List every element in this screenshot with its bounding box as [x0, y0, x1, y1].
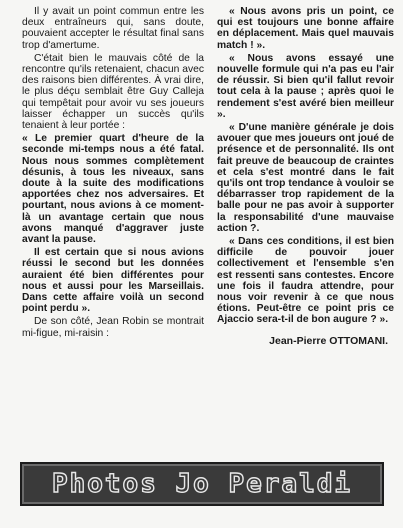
author-byline: Jean-Pierre OTTOMANI.: [269, 334, 388, 347]
photo-credit-text: Photos Jo Peraldi: [51, 469, 353, 499]
quote-paragraph: « D'une manière générale je dois avouer que mes joueurs ont joué de présence et de personnalité. Ils ont fait preuve de beaucoup de craintes et cela s'est montré dans le fait qu'ils ont trop tendance à vouloir se débarrasser trop rapidement de la balle pour ne pas avoir à supporter la responsabilité d'une mauvaise action ?.: [217, 122, 394, 234]
paragraph: C'était bien le mauvais côté de la rencontre qu'ils retenaient, chacun avec des raisons bien différentes. À vrai dire, le plus déçu semblait être Guy Calleja qui tempêtait pour avoir vu ses joueurs laisser échapper un succès qu'ils tenaient à leur portée :: [22, 52, 204, 132]
right-column: [217, 6, 394, 347]
left-column: [22, 6, 204, 341]
quote-paragraph: « Nous avons essayé une nouvelle formule qui n'a pas eu l'air de réussir. Si bien qu'il fallut revoir tout cela à la pause ; après quoi le rendement s'est avéré bien meilleur ».: [217, 52, 394, 120]
quote-paragraph: « Nous avons pris un point, ce qui est toujours une bonne affaire en déplacement. Mais quel mauvais match ! ».: [217, 6, 394, 51]
quote-paragraph: « Le premier quart d'heure de la seconde mi-temps nous a été fatal. Nous nous sommes complètement désunis, à tous les niveaux, sans doute à la suite des modifications apportées chez nos adversaires. Et pourtant, nous avions à ce moment-là un avantage certain que nous avons manqué d'aggraver juste avant la pause.: [22, 133, 204, 246]
paragraph: De son côté, Jean Robin se montrait mi-figue, mi-raisin :: [22, 316, 204, 339]
photo-credit-banner: [20, 462, 384, 506]
paragraph: Il y avait un point commun entre les deux entraîneurs qui, sans doute, pouvaient accepter le résultat final sans trop d'amertume.: [22, 6, 204, 51]
quote-paragraph: « Dans ces conditions, il est bien difficile de pouvoir jouer collectivement et l'ensemble s'en est ressenti sans contestes. Encore une fois il faudra attendre, pour nous voir revenir à ce que nous étions. Peut-être ce point pris ce Ajaccio sera-t-il de bon augure ? ».: [217, 236, 394, 326]
quote-paragraph: Il est certain que si nous avions réussi le second but les données auraient été bien différentes pour nous et aussi pour les Marseillais. Dans cette affaire voilà un second point perdu ».: [22, 247, 204, 315]
